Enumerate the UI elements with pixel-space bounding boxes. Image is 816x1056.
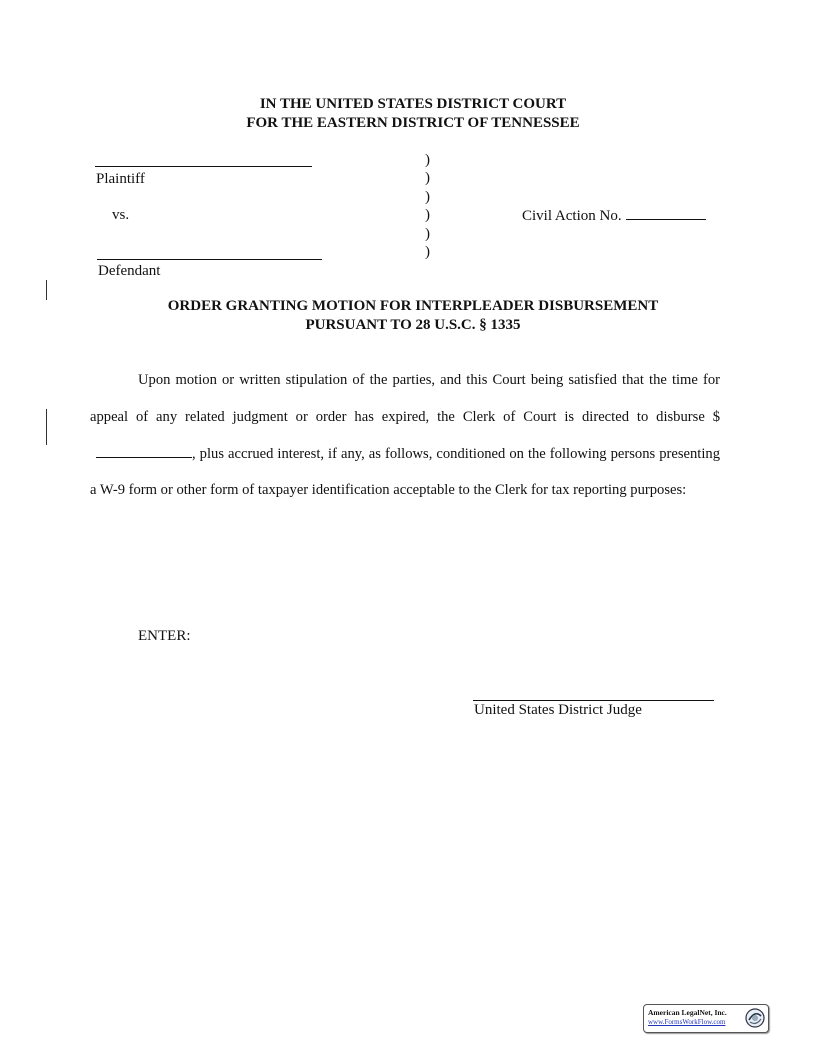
- court-header-line2: FOR THE EASTERN DISTRICT OF TENNESSEE: [246, 115, 580, 131]
- defendant-name-line[interactable]: [97, 259, 322, 260]
- margin-change-bar: [46, 409, 47, 445]
- civil-action-label: Civil Action No.: [522, 208, 622, 224]
- body-text-part1: Upon motion or written stipulation of the parties, and this Court being satisfied that the time for appeal of any related judgment or order has expired, the Clerk of Court is directed to disburse $: [90, 372, 720, 425]
- footer-logo[interactable]: [643, 1004, 769, 1033]
- order-title-line1: ORDER GRANTING MOTION FOR INTERPLEADER DISBURSEMENT: [167, 298, 659, 314]
- paren: ): [425, 244, 430, 261]
- civil-action-number-blank[interactable]: [626, 205, 706, 220]
- paren: ): [425, 188, 430, 205]
- logo-url[interactable]: www.FormsWorkFlow.com: [648, 1018, 726, 1026]
- court-header: [0, 95, 816, 133]
- judge-label: United States District Judge: [474, 702, 642, 718]
- amount-blank[interactable]: [96, 443, 192, 458]
- paren: ): [425, 152, 430, 168]
- plaintiff-label: Plaintiff: [96, 171, 145, 187]
- order-title-line2: PURSUANT TO 28 U.S.C. § 1335: [305, 317, 521, 333]
- body-text-part2: , plus accrued interest, if any, as follows, conditioned on the following persons presenting a W-9 form or other form of taxpayer identification acceptable to the Clerk for tax reporting purposes:: [90, 445, 720, 499]
- logo-company: American LegalNet, Inc.: [648, 1008, 727, 1017]
- civil-action-field: [522, 205, 706, 225]
- globe-icon: [745, 1008, 765, 1028]
- paren: ): [425, 225, 430, 242]
- court-header-line1: IN THE UNITED STATES DISTRICT COURT: [259, 96, 567, 112]
- order-body-paragraph: [90, 362, 720, 509]
- enter-label: ENTER:: [138, 628, 191, 644]
- plaintiff-name-line[interactable]: [95, 166, 312, 167]
- paren: ): [425, 207, 430, 224]
- order-title: [0, 297, 816, 335]
- caption-parentheses: [425, 151, 430, 261]
- defendant-label: Defendant: [98, 263, 161, 279]
- paren: ): [425, 170, 430, 187]
- judge-signature-line[interactable]: [473, 700, 714, 701]
- vs-label: vs.: [112, 207, 130, 223]
